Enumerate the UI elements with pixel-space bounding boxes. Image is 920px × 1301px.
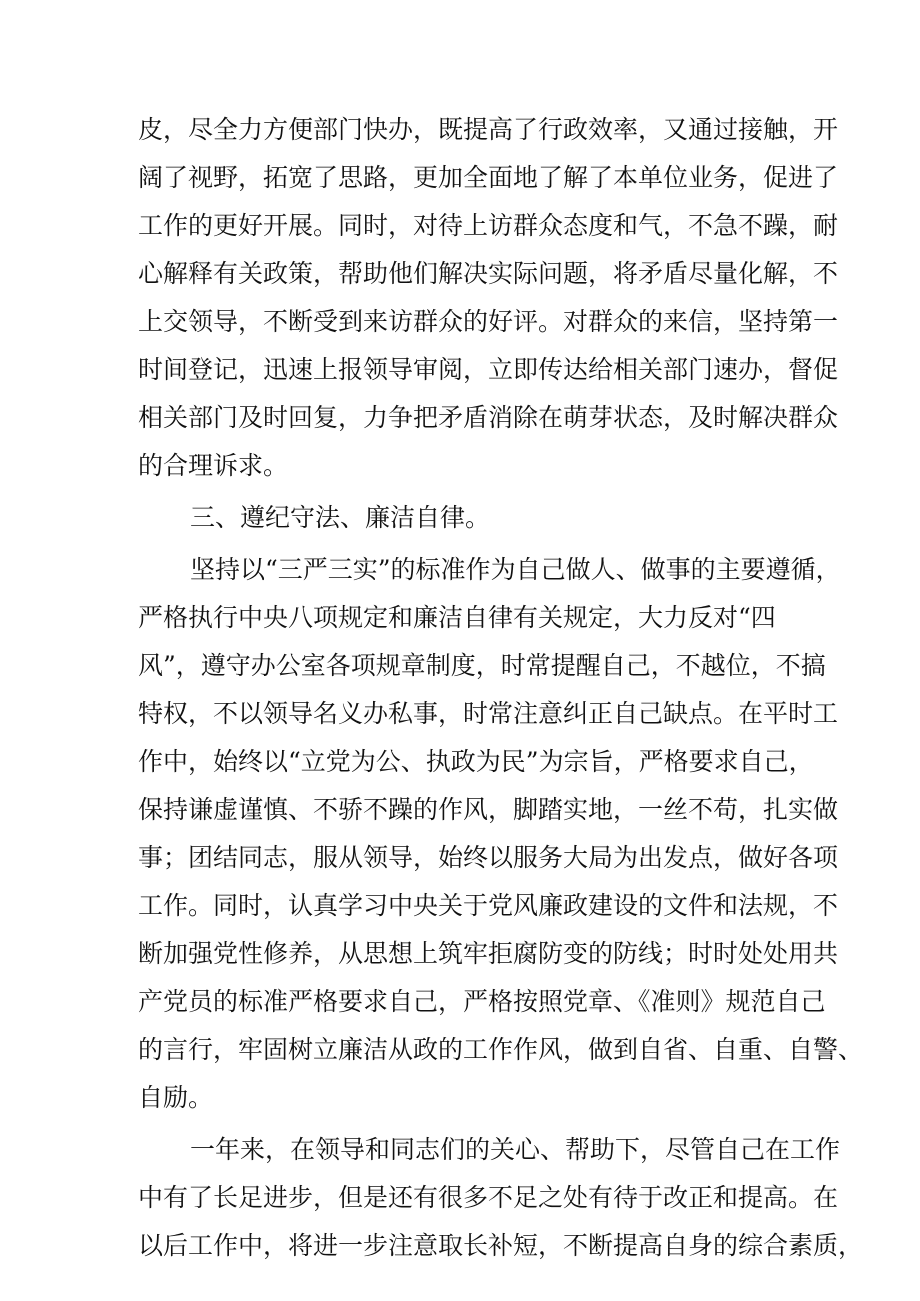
text-line: 严格执行中央八项规定和廉洁自律有关规定，大力反对“四 [138, 603, 776, 632]
text-line: 坚持以“三严三实”的标准作为自己做人、做事的主要遵循， [190, 555, 841, 584]
text-line: 产党员的标准严格要求自己，严格按照党章、《准则》规范自己 [138, 987, 826, 1016]
paragraph-continuation [138, 106, 839, 490]
text-line: 保持谦虚谨慎、不骄不躁的作风，脚踏实地，一丝不苟，扎实做 [138, 795, 839, 824]
text-line: 皮，尽全力方便部门快办，既提高了行政效率，又通过接触，开 [138, 115, 839, 144]
text-line: 断加强党性修养，从思想上筑牢拒腐防变的防线；时时处处用共 [138, 939, 839, 968]
text-line: 工作的更好开展。同时，对待上访群众态度和气，不急不躁，耐 [138, 211, 839, 240]
text-line: 特权，不以领导名义办私事，时常注意纠正自己缺点。在平时工 [138, 699, 839, 728]
text-line: 的言行，牢固树立廉洁从政的工作作风，做到自省、自重、自警、 [138, 1035, 864, 1064]
paragraph-summary [138, 1126, 864, 1270]
text-line: 风”，遵守办公室各项规章制度，时常提醒自己，不越位，不搞 [138, 651, 826, 680]
text-line: 上交领导，不断受到来访群众的好评。对群众的来信，坚持第一 [138, 307, 839, 336]
text-line: 自励。 [138, 1083, 214, 1112]
text-line: 一年来，在领导和同志们的关心、帮助下，尽管自己在工作 [190, 1135, 841, 1164]
paragraph-discipline [138, 546, 864, 1122]
text-line: 的合理诉求。 [138, 451, 289, 480]
text-line: 以后工作中，将进一步注意取长补短，不断提高自身的综合素质， [138, 1231, 864, 1260]
text-line: 工作。同时，认真学习中央关于党风廉政建设的文件和法规，不 [138, 891, 839, 920]
text-line: 心解释有关政策，帮助他们解决实际问题，将矛盾尽量化解，不 [138, 259, 839, 288]
text-line: 作中，始终以“立党为公、执政为民”为宗旨，严格要求自己， [138, 747, 814, 776]
text-line: 时间登记，迅速上报领导审阅，立即传达给相关部门速办，督促 [138, 355, 839, 384]
text-line: 中有了长足进步，但是还有很多不足之处有待于改正和提高。在 [138, 1183, 839, 1212]
section-heading: 三、遵纪守法、廉洁自律。 [190, 503, 491, 532]
text-line: 相关部门及时回复，力争把矛盾消除在萌芽状态，及时解决群众 [138, 403, 839, 432]
text-line: 事；团结同志，服从领导，始终以服务大局为出发点，做好各项 [138, 843, 839, 872]
text-line: 阔了视野，拓宽了思路，更加全面地了解了本单位业务，促进了 [138, 163, 839, 192]
document-body [138, 106, 864, 1270]
